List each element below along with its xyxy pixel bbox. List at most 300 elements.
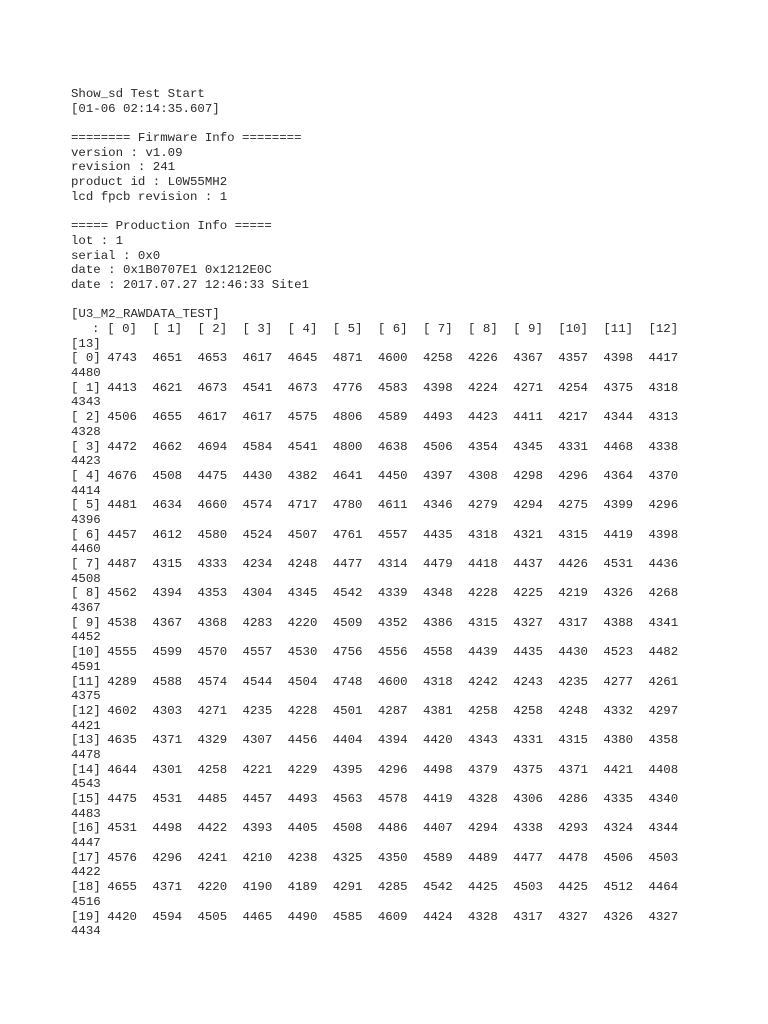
rawdata-cell: 4375 — [71, 689, 101, 704]
rawdata-cell: 4398 — [422, 380, 453, 395]
rawdata-cell: 4717 — [287, 498, 318, 513]
rawdata-cell: 4508 — [152, 468, 183, 483]
rawdata-column-header: [ 2] — [197, 322, 228, 336]
rawdata-cell: 4335 — [603, 792, 634, 806]
log-timestamp: [01-06 02:14:35.607] — [71, 101, 220, 116]
rawdata-cell: 4481 — [107, 498, 137, 513]
rawdata-cell: 4644 — [107, 762, 137, 777]
rawdata-cell: 4296 — [152, 850, 183, 865]
rawdata-cell: 4304 — [242, 586, 273, 601]
rawdata-cell: 4418 — [468, 557, 498, 571]
rawdata-column-header: [11] — [603, 322, 634, 336]
rawdata-cell: 4339 — [377, 586, 408, 601]
rawdata-cell: 4423 — [468, 410, 498, 425]
rawdata-cell: 4317 — [513, 909, 543, 924]
rawdata-cell: 4576 — [107, 850, 137, 865]
rawdata-cell: 4190 — [242, 880, 273, 895]
rawdata-row-label: [14] — [71, 762, 101, 777]
rawdata-cell: 4501 — [332, 703, 363, 718]
rawdata-cell: 4430 — [558, 645, 588, 660]
rawdata-cell: 4224 — [468, 380, 498, 395]
rawdata-cell: 4478 — [71, 747, 101, 762]
rawdata-cell: 4748 — [332, 674, 363, 689]
rawdata-row-label: [10] — [71, 645, 101, 660]
rawdata-cell: 4638 — [377, 439, 408, 454]
rawdata-cell: 4367 — [71, 601, 101, 616]
rawdata-row — [71, 733, 731, 748]
rawdata-cell: 4450 — [377, 468, 408, 483]
rawdata-column-header: [ 9] — [513, 322, 543, 336]
rawdata-cell: 4673 — [197, 380, 228, 395]
rawdata-cell: 4393 — [242, 821, 273, 836]
rawdata-cell: 4483 — [71, 806, 101, 821]
rawdata-row-label: [ 6] — [71, 527, 101, 542]
rawdata-cell: 4531 — [107, 821, 137, 836]
rawdata-cell: 4574 — [242, 498, 273, 513]
rawdata-cell: 4457 — [242, 792, 273, 806]
rawdata-cell: 4655 — [152, 410, 183, 425]
rawdata-cell: 4329 — [197, 733, 228, 748]
rawdata-cell: 4235 — [558, 674, 588, 689]
blank-line — [71, 205, 731, 220]
rawdata-column-header: [ 4] — [287, 322, 318, 336]
blank-line — [71, 116, 731, 131]
rawdata-cell: 4530 — [287, 645, 318, 660]
rawdata-cell: 4580 — [197, 527, 228, 542]
rawdata-cell: 4588 — [152, 674, 183, 689]
rawdata-cell: 4221 — [242, 762, 273, 777]
rawdata-cell: 4368 — [197, 615, 228, 630]
rawdata-cell: 4380 — [603, 733, 634, 748]
rawdata-cell: 4350 — [377, 850, 408, 865]
rawdata-cell: 4673 — [287, 380, 318, 395]
rawdata-row — [71, 910, 731, 925]
production-lot: lot : 1 — [71, 233, 124, 248]
rawdata-column-header: [10] — [558, 322, 588, 336]
rawdata-cell: 4436 — [648, 557, 679, 571]
rawdata-cell: 4210 — [242, 850, 273, 865]
rawdata-cell: 4189 — [287, 880, 318, 895]
rawdata-cell: 4271 — [197, 703, 228, 718]
rawdata-cell: 4382 — [287, 468, 318, 483]
rawdata-cell: 4634 — [152, 498, 183, 513]
rawdata-title: [U3_M2_RAWDATA_TEST] — [71, 307, 220, 322]
rawdata-cell: 4293 — [558, 821, 588, 836]
rawdata-cell: 4348 — [422, 586, 453, 601]
rawdata-row-label: [ 3] — [71, 439, 101, 454]
rawdata-cell: 4413 — [107, 380, 137, 395]
rawdata-cell: 4490 — [287, 909, 318, 924]
rawdata-column-header: [ 8] — [468, 322, 498, 336]
rawdata-cell: 4328 — [71, 424, 101, 439]
rawdata-cell: 4486 — [377, 821, 408, 836]
rawdata-cell: 4609 — [377, 909, 408, 924]
rawdata-cell: 4268 — [648, 586, 679, 601]
rawdata-cell: 4482 — [648, 645, 679, 660]
rawdata-cell: 4651 — [152, 351, 183, 366]
rawdata-row-label: [19] — [71, 909, 101, 924]
rawdata-cell: 4583 — [377, 380, 408, 395]
rawdata-cell: 4505 — [197, 909, 228, 924]
rawdata-cell: 4326 — [603, 909, 634, 924]
rawdata-cell: 4531 — [152, 792, 183, 806]
rawdata-cell: 4291 — [332, 880, 363, 895]
rawdata-cell: 4575 — [287, 410, 318, 425]
rawdata-row-label: [ 2] — [71, 410, 101, 425]
rawdata-row — [71, 586, 731, 601]
rawdata-cell: 4258 — [197, 762, 228, 777]
rawdata-cell: 4558 — [422, 645, 453, 660]
rawdata-cell: 4542 — [332, 586, 363, 601]
rawdata-cell: 4308 — [468, 468, 498, 483]
rawdata-cell: 4327 — [648, 909, 679, 924]
rawdata-cell: 4254 — [558, 380, 588, 395]
rawdata-cell: 4435 — [422, 527, 453, 542]
rawdata-cell: 4346 — [422, 498, 453, 513]
rawdata-cell: 4556 — [377, 645, 408, 660]
rawdata-cell: 4506 — [107, 410, 137, 425]
rawdata-cell: 4585 — [332, 909, 363, 924]
rawdata-cell: 4344 — [648, 821, 679, 836]
rawdata-cell: 4468 — [603, 439, 634, 454]
rawdata-cell: 4509 — [332, 615, 363, 630]
rawdata-cell: 4422 — [197, 821, 228, 836]
rawdata-cell: 4364 — [603, 468, 634, 483]
rawdata-cell: 4367 — [152, 615, 183, 630]
rawdata-cell: 4420 — [422, 733, 453, 748]
blank-line — [71, 293, 731, 308]
rawdata-cell: 4326 — [603, 586, 634, 601]
rawdata-cell: 4407 — [422, 821, 453, 836]
rawdata-cell: 4315 — [558, 527, 588, 542]
rawdata-cell: 4314 — [377, 557, 408, 571]
rawdata-cell: 4756 — [332, 645, 363, 660]
rawdata-cell: 4296 — [377, 762, 408, 777]
firmware-revision: revision : 241 — [71, 160, 176, 175]
rawdata-cell: 4306 — [513, 792, 543, 806]
rawdata-cell: 4315 — [468, 615, 498, 630]
rawdata-cell: 4397 — [422, 468, 453, 483]
rawdata-cell: 4600 — [377, 674, 408, 689]
rawdata-row-label: [16] — [71, 821, 101, 836]
rawdata-cell: 4538 — [107, 615, 137, 630]
rawdata-cell: 4542 — [422, 880, 453, 895]
rawdata-cell: 4480 — [71, 366, 101, 381]
rawdata-cell: 4275 — [558, 498, 588, 513]
rawdata-cell: 4602 — [107, 703, 137, 718]
rawdata-row — [71, 851, 731, 866]
rawdata-cell: 4425 — [558, 880, 588, 895]
rawdata-cell: 4331 — [558, 439, 588, 454]
rawdata-cell: 4271 — [513, 380, 543, 395]
rawdata-cell: 4447 — [71, 836, 101, 851]
rawdata-cell: 4327 — [558, 909, 588, 924]
rawdata-cell: 4219 — [558, 586, 588, 601]
rawdata-cell: 4460 — [71, 542, 101, 557]
rawdata-cell: 4405 — [287, 821, 318, 836]
rawdata-cell: 4354 — [468, 439, 498, 454]
rawdata-row — [71, 557, 731, 572]
rawdata-cell: 4345 — [287, 586, 318, 601]
rawdata-cell: 4599 — [152, 645, 183, 660]
rawdata-cell: 4761 — [332, 527, 363, 542]
rawdata-cell: 4307 — [242, 733, 273, 748]
rawdata-column-header: [ 7] — [422, 322, 453, 336]
rawdata-corner: : — [92, 322, 100, 336]
firmware-product-id: product id : L0W55MH2 — [71, 175, 228, 190]
rawdata-cell: 4806 — [332, 410, 363, 425]
production-serial: serial : 0x0 — [71, 248, 161, 263]
rawdata-cell: 4524 — [242, 527, 273, 542]
rawdata-cell: 4641 — [332, 468, 363, 483]
rawdata-cell: 4353 — [197, 586, 228, 601]
rawdata-cell: 4589 — [377, 410, 408, 425]
rawdata-cell: 4589 — [422, 850, 453, 865]
rawdata-cell: 4388 — [603, 615, 634, 630]
rawdata-cell: 4584 — [242, 439, 273, 454]
rawdata-cell: 4655 — [107, 880, 137, 895]
rawdata-cell: 4434 — [71, 924, 101, 939]
rawdata-cell: 4399 — [603, 498, 634, 513]
rawdata-cell: 4424 — [422, 909, 453, 924]
rawdata-cell: 4258 — [422, 351, 453, 366]
rawdata-row-label: [ 7] — [71, 557, 101, 571]
rawdata-row — [71, 440, 731, 455]
rawdata-cell: 4235 — [242, 703, 273, 718]
rawdata-cell: 4332 — [603, 703, 634, 718]
rawdata-cell: 4371 — [152, 733, 183, 748]
rawdata-cell: 4315 — [152, 557, 183, 571]
rawdata-cell: 4398 — [603, 351, 634, 366]
rawdata-cell: 4321 — [513, 527, 543, 542]
rawdata-cell: 4421 — [603, 762, 634, 777]
rawdata-column-header: [ 5] — [332, 322, 363, 336]
production-heading: ===== Production Info ===== — [71, 219, 272, 234]
rawdata-row — [71, 351, 731, 366]
rawdata-cell: 4871 — [332, 351, 363, 366]
rawdata-cell: 4248 — [287, 557, 318, 571]
rawdata-row — [71, 675, 731, 690]
rawdata-cell: 4617 — [242, 351, 273, 366]
rawdata-cell: 4508 — [71, 571, 101, 586]
rawdata-cell: 4296 — [558, 468, 588, 483]
rawdata-cell: 4506 — [422, 439, 453, 454]
rawdata-column-header: [ 6] — [377, 322, 408, 336]
rawdata-cell: 4421 — [71, 718, 101, 733]
rawdata-cell: 4241 — [197, 850, 228, 865]
rawdata-cell: 4375 — [513, 762, 543, 777]
firmware-version: version : v1.09 — [71, 145, 183, 160]
rawdata-cell: 4371 — [558, 762, 588, 777]
rawdata-cell: 4358 — [648, 733, 679, 748]
log-document — [71, 87, 731, 939]
rawdata-cell: 4220 — [197, 880, 228, 895]
rawdata-cell: 4395 — [332, 762, 363, 777]
rawdata-cell: 4408 — [648, 762, 679, 777]
rawdata-cell: 4426 — [558, 557, 588, 571]
production-date-hex: date : 0x1B0707E1 0x1212E0C — [71, 263, 272, 278]
log-title: Show_sd Test Start — [71, 87, 205, 101]
rawdata-cell: 4612 — [152, 527, 183, 542]
rawdata-cell: 4226 — [468, 351, 498, 366]
rawdata-row-label: [17] — [71, 850, 101, 865]
rawdata-cell: 4676 — [107, 468, 137, 483]
rawdata-column-header: [ 0] — [107, 322, 137, 336]
rawdata-cell: 4261 — [648, 674, 679, 689]
rawdata-cell: 4430 — [242, 468, 273, 483]
rawdata-cell: 4242 — [468, 674, 498, 689]
rawdata-row — [71, 792, 731, 807]
rawdata-cell: 4465 — [242, 909, 273, 924]
rawdata-cell: 4452 — [71, 630, 101, 645]
rawdata-cell: 4344 — [603, 410, 634, 425]
rawdata-cell: 4328 — [468, 792, 498, 806]
rawdata-cell: 4318 — [422, 674, 453, 689]
rawdata-cell: 4243 — [513, 674, 543, 689]
rawdata-cell: 4277 — [603, 674, 634, 689]
rawdata-cell: 4485 — [197, 792, 228, 806]
rawdata-cell: 4258 — [468, 703, 498, 718]
rawdata-row — [71, 763, 731, 778]
rawdata-cell: 4420 — [107, 909, 137, 924]
rawdata-row-label: [ 5] — [71, 498, 101, 513]
rawdata-cell: 4325 — [332, 850, 363, 865]
rawdata-cell: 4456 — [287, 733, 318, 748]
rawdata-column-header: [ 3] — [242, 322, 273, 336]
rawdata-cell: 4317 — [558, 615, 588, 630]
rawdata-cell: 4386 — [422, 615, 453, 630]
rawdata-cell: 4371 — [152, 880, 183, 895]
rawdata-table — [71, 322, 731, 939]
firmware-lcd-fpcb-revision: lcd fpcb revision : 1 — [71, 189, 228, 204]
rawdata-cell: 4422 — [71, 865, 101, 880]
rawdata-cell: 4507 — [287, 527, 318, 542]
rawdata-cell: 4289 — [107, 674, 137, 689]
rawdata-row-label: [13] — [71, 733, 101, 748]
rawdata-cell: 4423 — [71, 454, 101, 469]
rawdata-cell: 4776 — [332, 380, 363, 395]
rawdata-cell: 4544 — [242, 674, 273, 689]
rawdata-cell: 4475 — [107, 792, 137, 806]
rawdata-cell: 4343 — [468, 733, 498, 748]
rawdata-cell: 4225 — [513, 586, 543, 601]
rawdata-cell: 4258 — [513, 703, 543, 718]
rawdata-cell: 4506 — [603, 850, 634, 865]
rawdata-cell: 4381 — [422, 703, 453, 718]
rawdata-cell: 4743 — [107, 351, 137, 366]
rawdata-cell: 4541 — [287, 439, 318, 454]
rawdata-row-label: [ 4] — [71, 468, 101, 483]
rawdata-cell: 4621 — [152, 380, 183, 395]
rawdata-cell: 4635 — [107, 733, 137, 748]
rawdata-row-label: [11] — [71, 674, 101, 689]
rawdata-cell: 4531 — [603, 557, 634, 571]
rawdata-cell: 4303 — [152, 703, 183, 718]
rawdata-cell: 4477 — [332, 557, 363, 571]
rawdata-cell: 4498 — [152, 821, 183, 836]
rawdata-cell: 4318 — [468, 527, 498, 542]
rawdata-cell: 4370 — [648, 468, 679, 483]
rawdata-row — [71, 381, 731, 396]
rawdata-cell: 4493 — [287, 792, 318, 806]
rawdata-row — [71, 821, 731, 836]
rawdata-cell: 4475 — [197, 468, 228, 483]
rawdata-cell: 4394 — [377, 733, 408, 748]
rawdata-cell: 4340 — [648, 792, 679, 806]
rawdata-column-header: [13] — [71, 336, 101, 351]
rawdata-cell: 4220 — [287, 615, 318, 630]
rawdata-cell: 4472 — [107, 439, 137, 454]
rawdata-cell: 4645 — [287, 351, 318, 366]
rawdata-cell: 4611 — [377, 498, 408, 513]
rawdata-cell: 4379 — [468, 762, 498, 777]
rawdata-cell: 4398 — [648, 527, 679, 542]
rawdata-cell: 4394 — [152, 586, 183, 601]
firmware-heading: ======== Firmware Info ======== — [71, 131, 302, 146]
rawdata-cell: 4498 — [422, 762, 453, 777]
rawdata-cell: 4296 — [648, 498, 679, 513]
rawdata-cell: 4464 — [648, 880, 679, 895]
rawdata-cell: 4294 — [468, 821, 498, 836]
rawdata-cell: 4512 — [603, 880, 634, 895]
rawdata-row — [71, 880, 731, 895]
rawdata-cell: 4557 — [242, 645, 273, 660]
rawdata-cell: 4417 — [648, 351, 679, 366]
rawdata-cell: 4375 — [603, 380, 634, 395]
rawdata-cell: 4411 — [513, 410, 543, 425]
rawdata-cell: 4341 — [648, 615, 679, 630]
rawdata-cell: 4523 — [603, 645, 634, 660]
rawdata-row-label: [ 0] — [71, 351, 101, 366]
rawdata-cell: 4285 — [377, 880, 408, 895]
rawdata-cell: 4313 — [648, 410, 679, 425]
rawdata-row-label: [12] — [71, 703, 101, 718]
rawdata-cell: 4780 — [332, 498, 363, 513]
rawdata-cell: 4414 — [71, 483, 101, 498]
rawdata-cell: 4315 — [558, 733, 588, 748]
rawdata-row-label: [ 9] — [71, 615, 101, 630]
rawdata-row — [71, 528, 731, 543]
rawdata-cell: 4479 — [422, 557, 453, 571]
rawdata-cell: 4543 — [71, 777, 101, 792]
rawdata-cell: 4419 — [603, 527, 634, 542]
rawdata-row-label: [15] — [71, 792, 101, 806]
rawdata-cell: 4617 — [242, 410, 273, 425]
rawdata-cell: 4503 — [648, 850, 679, 865]
rawdata-cell: 4555 — [107, 645, 137, 660]
production-date: date : 2017.07.27 12:46:33 Site1 — [71, 277, 309, 292]
rawdata-cell: 4477 — [513, 850, 543, 865]
rawdata-cell: 4487 — [107, 557, 137, 571]
rawdata-cell: 4508 — [332, 821, 363, 836]
rawdata-cell: 4574 — [197, 674, 228, 689]
rawdata-cell: 4298 — [513, 468, 543, 483]
rawdata-cell: 4600 — [377, 351, 408, 366]
rawdata-cell: 4557 — [377, 527, 408, 542]
rawdata-cell: 4333 — [197, 557, 228, 571]
rawdata-cell: 4228 — [468, 586, 498, 601]
rawdata-cell: 4516 — [71, 894, 101, 909]
rawdata-cell: 4328 — [468, 909, 498, 924]
rawdata-row — [71, 645, 731, 660]
rawdata-cell: 4248 — [558, 703, 588, 718]
rawdata-cell: 4493 — [422, 410, 453, 425]
rawdata-cell: 4279 — [468, 498, 498, 513]
rawdata-cell: 4338 — [648, 439, 679, 454]
rawdata-cell: 4800 — [332, 439, 363, 454]
rawdata-cell: 4357 — [558, 351, 588, 366]
rawdata-cell: 4662 — [152, 439, 183, 454]
